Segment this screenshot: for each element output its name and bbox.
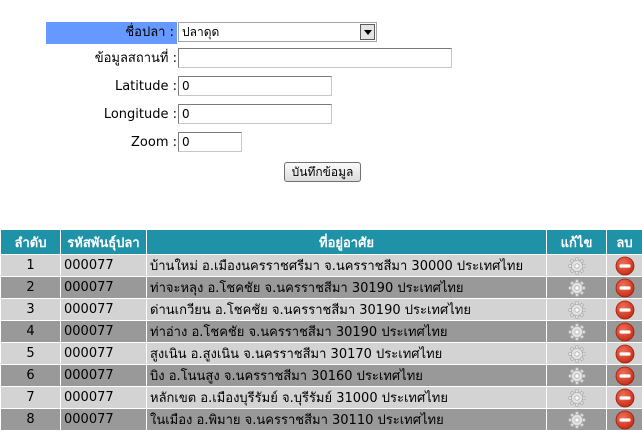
delete-icon[interactable] [615,344,635,364]
delete-icon[interactable] [615,322,635,342]
latitude-row [0,76,177,98]
row-edit-cell [547,321,607,343]
row-number: 8 [1,409,61,431]
row-number: 6 [1,365,61,387]
header-address: ที่อยู่อาศัย [147,230,547,255]
row-fish-code: 000077 [61,343,147,365]
header-delete: ลบ [607,230,642,255]
row-number: 4 [1,321,61,343]
row-address: สูงเนิน อ.สูงเนิน จ.นครราชสีมา 30170 ประเทศไทย [147,343,547,365]
zoom-input[interactable] [178,132,242,152]
row-delete-cell [607,299,642,321]
longitude-row [0,104,177,126]
row-delete-cell [607,409,642,431]
row-fish-code: 000077 [61,255,147,277]
row-number: 5 [1,343,61,365]
gear-icon[interactable] [568,257,586,275]
header-edit: แก้ไข [547,230,607,255]
row-delete-cell [607,387,642,409]
row-delete-cell [607,277,642,299]
row-fish-code: 000077 [61,387,147,409]
table-row [1,277,642,299]
latitude-input[interactable] [178,76,332,96]
row-address: ท่าจะหลุง อ.โชคชัย จ.นครราชสีมา 30190 ประเทศไทย [147,277,547,299]
delete-icon[interactable] [615,410,635,430]
row-edit-cell [547,387,607,409]
table-row [1,255,642,277]
row-number: 7 [1,387,61,409]
table-row [1,365,642,387]
row-fish-code: 000077 [61,409,147,431]
location-label: ข้อมูลสถานที่ : [95,48,177,70]
row-edit-cell [547,409,607,431]
table-row [1,387,642,409]
row-delete-cell [607,343,642,365]
row-edit-cell [547,255,607,277]
zoom-row [0,132,177,154]
gear-icon[interactable] [568,389,586,407]
gear-icon[interactable] [568,279,586,297]
location-input[interactable] [178,48,452,68]
row-number: 2 [1,277,61,299]
location-row [0,48,177,70]
longitude-label: Longitude : [104,104,177,126]
chevron-down-icon[interactable] [360,24,375,40]
latitude-label: Latitude : [115,76,177,98]
row-edit-cell [547,277,607,299]
row-address: ท่าอ่าง อ.โชคชัย จ.นครราชสีมา 30190 ประเทศไทย [147,321,547,343]
delete-icon[interactable] [615,256,635,276]
row-fish-code: 000077 [61,277,147,299]
gear-icon[interactable] [568,301,586,319]
row-address: บิง อ.โนนสูง จ.นครราชสีมา 30160 ประเทศไทย [147,365,547,387]
fish-name-select[interactable] [178,22,377,42]
table-row [1,409,642,431]
row-delete-cell [607,255,642,277]
gear-icon[interactable] [568,345,586,363]
table-body [1,255,642,431]
row-number: 1 [1,255,61,277]
row-address: ด่านเกวียน อ.โชคชัย จ.นครราชสีมา 30190 ประเทศไทย [147,299,547,321]
row-edit-cell [547,343,607,365]
fish-name-row [0,22,177,44]
row-edit-cell [547,365,607,387]
delete-icon[interactable] [615,300,635,320]
gear-icon[interactable] [568,367,586,385]
delete-icon[interactable] [615,278,635,298]
delete-icon[interactable] [615,366,635,386]
row-address: ในเมือง อ.พิมาย จ.นครราชสีมา 30110 ประเทศไทย [147,409,547,431]
table-row [1,321,642,343]
save-button[interactable]: บันทึกข้อมูล [284,162,361,182]
row-fish-code: 000077 [61,365,147,387]
header-code: รหัสพันธุ์ปลา [61,230,147,255]
delete-icon[interactable] [615,388,635,408]
table-row [1,299,642,321]
row-address: หลักเขต อ.เมืองบุรีรัมย์ จ.บุรีรัมย์ 31000 ประเทศไทย [147,387,547,409]
header-no: ลำดับ [1,230,61,255]
fish-name-label: ชื่อปลา : [46,22,177,44]
row-number: 3 [1,299,61,321]
gear-icon[interactable] [568,323,586,341]
fish-habitat-table [0,229,642,431]
row-delete-cell [607,321,642,343]
zoom-label: Zoom : [131,132,177,154]
row-edit-cell [547,299,607,321]
row-delete-cell [607,365,642,387]
row-fish-code: 000077 [61,321,147,343]
table-row [1,343,642,365]
fish-name-value: ปลาดุด [182,25,219,39]
longitude-input[interactable] [178,104,332,124]
row-fish-code: 000077 [61,299,147,321]
table-header-row [1,230,642,255]
row-address: บ้านใหม่ อ.เมืองนครราชศรีมา จ.นครราชสีมา 30000 ประเทศไทย [147,255,547,277]
